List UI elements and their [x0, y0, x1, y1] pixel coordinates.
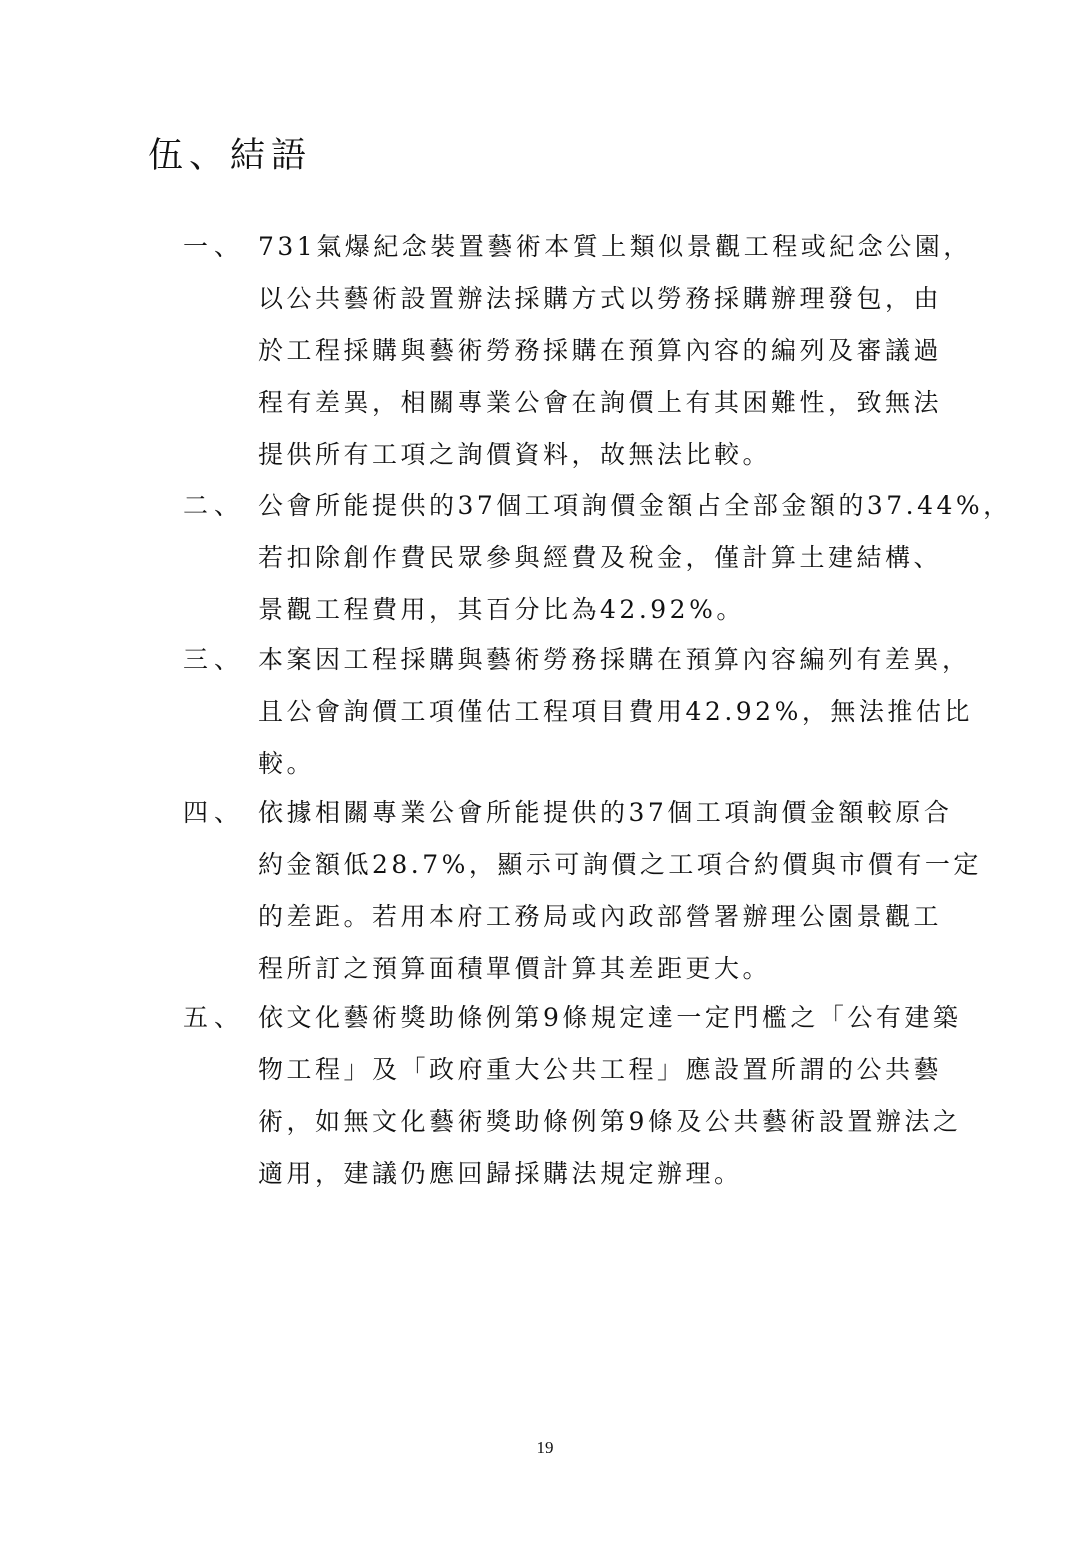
section-title: 伍、結語 — [148, 136, 313, 176]
item-text — [258, 634, 1008, 790]
text-line: 約金額低28.7%，顯示可詢價之工項合約價與市價有一定 — [258, 850, 982, 879]
item-marker: 一、 — [183, 232, 246, 261]
item-text — [258, 992, 1008, 1200]
item-marker: 三、 — [183, 645, 246, 674]
text-line: 程有差異，相關專業公會在詢價上有其困難性，致無法 — [258, 388, 943, 417]
text-line: 程所訂之預算面積單價計算其差距更大。 — [258, 954, 772, 983]
text-line: 術，如無文化藝術獎助條例第9條及公共藝術設置辦法之 — [258, 1107, 962, 1136]
text-line: 依據相關專業公會所能提供的37個工項詢價金額較原合 — [258, 798, 953, 827]
text-line: 且公會詢價工項僅估工程項目費用42.92%，無法推估比 — [258, 697, 973, 726]
item-text — [258, 787, 1008, 995]
text-line: 於工程採購與藝術勞務採購在預算內容的編列及審議過 — [258, 336, 943, 365]
page-number: 19 — [536, 1438, 554, 1457]
text-line: 較。 — [258, 749, 316, 778]
text-line: 依文化藝術獎助條例第9條規定達一定門檻之「公有建築 — [258, 1003, 962, 1032]
text-line: 以公共藝術設置辦法採購方式以勞務採購辦理發包，由 — [258, 284, 943, 313]
text-line: 物工程」及「政府重大公共工程」應設置所謂的公共藝 — [258, 1055, 943, 1084]
text-line: 本案因工程採購與藝術勞務採購在預算內容編列有差異， — [258, 645, 971, 674]
item-marker: 二、 — [183, 491, 246, 520]
text-line: 的差距。若用本府工務局或內政部營署辦理公園景觀工 — [258, 902, 943, 931]
item-text — [258, 221, 1008, 481]
text-line: 公會所能提供的37個工項詢價金額占全部金額的37.44%， — [258, 491, 1012, 520]
item-marker: 五、 — [183, 1003, 246, 1032]
text-line: 適用，建議仍應回歸採購法規定辦理。 — [258, 1159, 743, 1188]
text-line: 731氣爆紀念裝置藝術本質上類似景觀工程或紀念公園， — [258, 232, 972, 261]
text-line: 提供所有工項之詢價資料，故無法比較。 — [258, 440, 772, 469]
item-marker: 四、 — [183, 798, 246, 827]
item-text — [258, 480, 1012, 636]
text-line: 若扣除創作費民眾參與經費及稅金，僅計算土建結構、 — [258, 543, 943, 572]
text-line: 景觀工程費用，其百分比為42.92%。 — [258, 595, 745, 624]
